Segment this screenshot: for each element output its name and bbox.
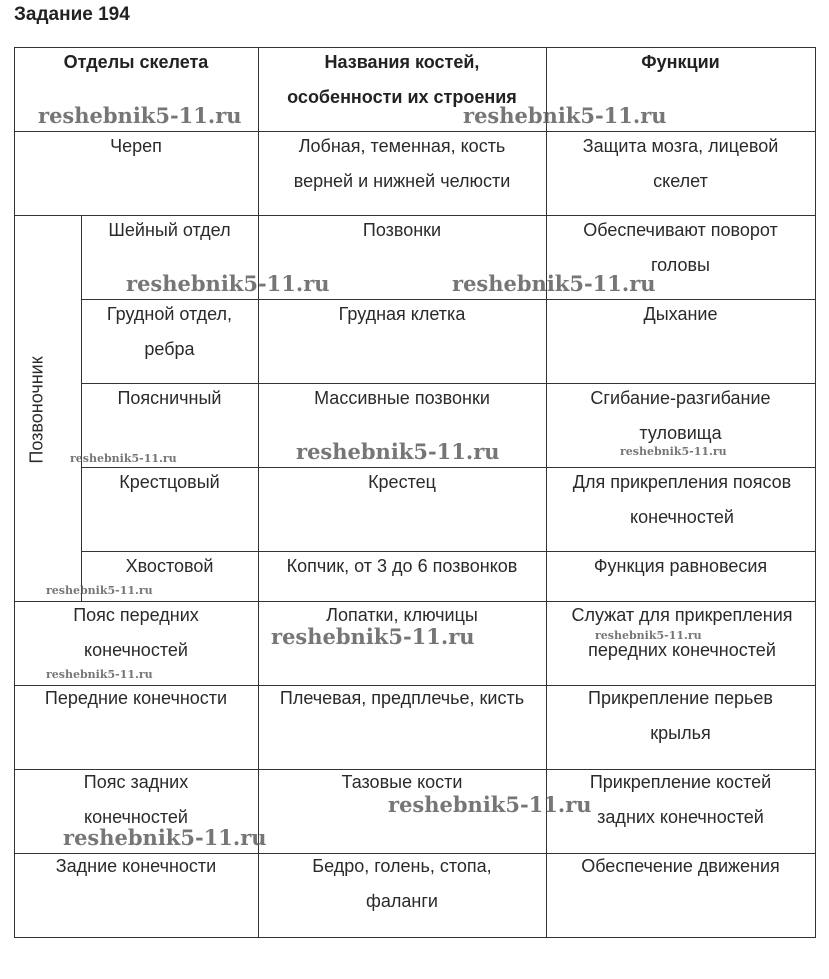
watermark: reshebnik5-11.ru	[38, 103, 242, 128]
forelimb-girdle-function: Служат для прикрепления передних конечностей	[571, 605, 793, 660]
hindlimb-girdle-function: Прикрепление костей задних конечностей	[589, 772, 772, 827]
watermark: reshebnik5-11.ru	[63, 825, 267, 850]
forelimb-girdle-section: Пояс передних конечностей	[73, 605, 199, 660]
spine-label-text: Позвоночник	[26, 356, 47, 464]
hindlimbs-function: Обеспечение движения	[581, 856, 780, 876]
watermark: reshebnik5-11.ru	[70, 452, 177, 465]
border-right	[815, 47, 816, 937]
lumbar-function: Сгибание-разгибание туловища	[590, 388, 771, 443]
lumbar-section: Поясничный	[117, 388, 222, 408]
thoracic-bones: Грудная клетка	[338, 304, 466, 324]
border-bottom	[14, 937, 816, 938]
skull-bones: Лобная, теменная, кость верней и нижней челюсти	[293, 136, 511, 191]
cervical-bones: Позвонки	[362, 220, 442, 240]
watermark: reshebnik5-11.ru	[452, 271, 656, 296]
forelimb-girdle-bones: Лопатки, ключицы	[326, 605, 478, 625]
hindlimb-girdle-section: Пояс задних конечностей	[83, 772, 189, 827]
watermark: reshebnik5-11.ru	[620, 445, 727, 458]
skull-function: Защита мозга, лицевой скелет	[582, 136, 779, 191]
watermark: reshebnik5-11.ru	[463, 103, 667, 128]
hindlimbs-section: Задние конечности	[55, 856, 217, 876]
watermark: reshebnik5-11.ru	[595, 629, 702, 642]
watermark: reshebnik5-11.ru	[388, 792, 592, 817]
thoracic-section: Грудной отдел, ребра	[106, 304, 233, 359]
watermark: reshebnik5-11.ru	[126, 271, 330, 296]
header-bones-line2: особенности их строения	[287, 87, 517, 107]
border-col2	[258, 47, 259, 937]
cervical-function: Обеспечивают поворот головы	[583, 220, 778, 275]
watermark: reshebnik5-11.ru	[296, 439, 500, 464]
header-sections: Отделы скелета	[63, 52, 209, 72]
thoracic-function: Дыхание	[643, 304, 718, 324]
watermark: reshebnik5-11.ru	[46, 668, 153, 681]
spine-label	[17, 345, 57, 475]
header-functions: Функции	[641, 52, 720, 72]
skull-section: Череп	[110, 136, 162, 156]
caudal-bones: Копчик, от 3 до 6 позвонков	[286, 556, 518, 576]
forelimbs-section: Передние конечности	[44, 688, 228, 708]
page-title: Задание 194	[14, 4, 130, 25]
lumbar-bones: Массивные позвонки	[314, 388, 490, 408]
caudal-section: Хвостовой	[125, 556, 214, 576]
watermark: reshebnik5-11.ru	[271, 624, 475, 649]
forelimbs-function: Прикрепление перьев крылья	[588, 688, 773, 743]
forelimbs-bones: Плечевая, предплечье, кисть	[279, 688, 525, 708]
hindlimbs-bones: Бедро, голень, стопа, фаланги	[312, 856, 492, 911]
border-left	[14, 47, 15, 937]
sacral-section: Крестцовый	[119, 472, 220, 492]
sacral-bones: Крестец	[368, 472, 436, 492]
cervical-section: Шейный отдел	[108, 220, 231, 240]
caudal-function: Функция равновесия	[593, 556, 768, 576]
header-bones-line1: Названия костей,	[324, 52, 480, 72]
sacral-function: Для прикрепления поясов конечностей	[572, 472, 792, 527]
watermark: reshebnik5-11.ru	[46, 584, 153, 597]
hindlimb-girdle-bones: Тазовые кости	[341, 772, 463, 792]
